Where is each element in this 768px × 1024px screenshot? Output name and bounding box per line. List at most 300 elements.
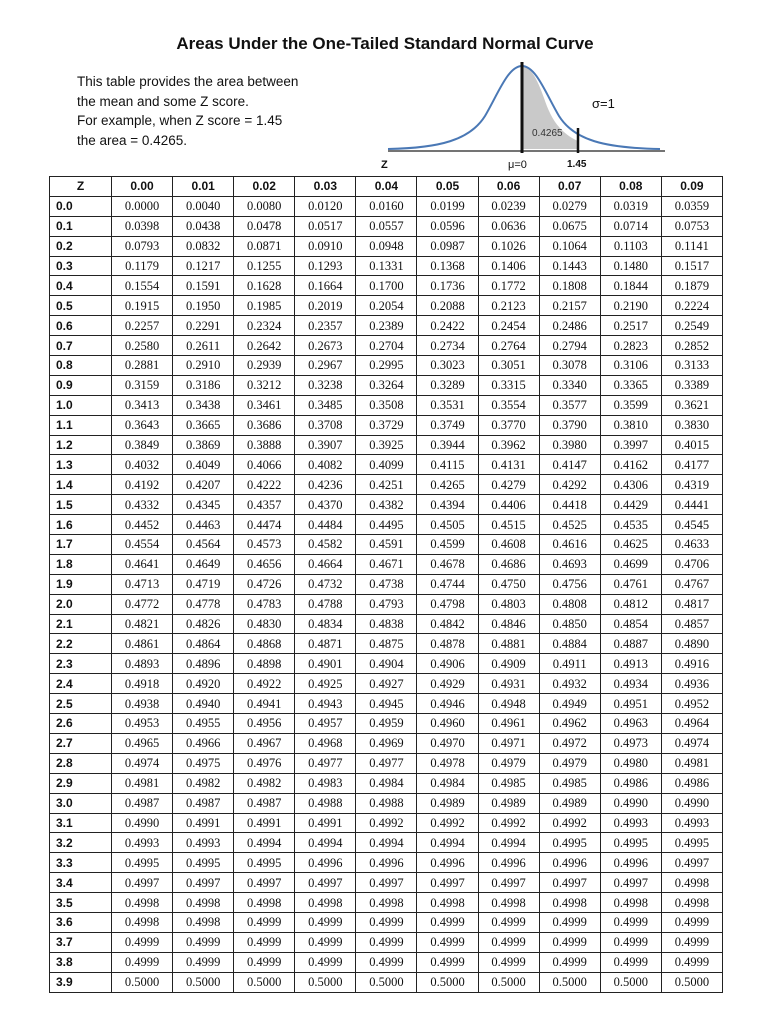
area-cell: 0.0596: [417, 216, 478, 236]
area-cell: 0.1026: [478, 236, 539, 256]
z-value-cell: 3.2: [50, 833, 112, 853]
z-value-cell: 0.4: [50, 276, 112, 296]
area-cell: 0.0832: [173, 236, 234, 256]
table-row: [50, 455, 723, 475]
area-cell: 0.4656: [234, 554, 295, 574]
area-cell: 0.4979: [478, 753, 539, 773]
area-cell: 0.3413: [112, 395, 173, 415]
area-cell: 0.2422: [417, 316, 478, 336]
area-cell: 0.2454: [478, 316, 539, 336]
area-cell: 0.4916: [661, 654, 722, 674]
area-cell: 0.2157: [539, 296, 600, 316]
area-cell: 0.4940: [173, 694, 234, 714]
area-cell: 0.4370: [295, 495, 356, 515]
area-cell: 0.3051: [478, 356, 539, 376]
area-cell: 0.4999: [356, 952, 417, 972]
area-cell: 0.0279: [539, 196, 600, 216]
area-cell: 0.2357: [295, 316, 356, 336]
column-header: 0.02: [234, 177, 295, 197]
column-header: 0.01: [173, 177, 234, 197]
table-row: [50, 216, 723, 236]
area-cell: 0.4999: [417, 952, 478, 972]
area-cell: 0.4981: [112, 773, 173, 793]
table-row: [50, 813, 723, 833]
area-cell: 0.4911: [539, 654, 600, 674]
area-cell: 0.4761: [600, 574, 661, 594]
area-cell: 0.4998: [661, 893, 722, 913]
z-value-cell: 3.7: [50, 932, 112, 952]
area-cell: 0.4998: [356, 893, 417, 913]
area-cell: 0.4993: [600, 813, 661, 833]
area-cell: 0.2389: [356, 316, 417, 336]
area-cell: 0.4994: [356, 833, 417, 853]
area-cell: 0.1950: [173, 296, 234, 316]
area-cell: 0.4726: [234, 574, 295, 594]
area-cell: 0.4992: [539, 813, 600, 833]
z-table: [49, 176, 723, 993]
area-cell: 0.4952: [661, 694, 722, 714]
column-header: 0.06: [478, 177, 539, 197]
z-value-cell: 1.0: [50, 395, 112, 415]
area-cell: 0.4394: [417, 495, 478, 515]
area-cell: 0.1368: [417, 256, 478, 276]
area-cell: 0.4999: [234, 912, 295, 932]
area-cell: 0.4192: [112, 475, 173, 495]
area-cell: 0.4838: [356, 614, 417, 634]
area-cell: 0.4995: [173, 853, 234, 873]
area-cell: 0.4357: [234, 495, 295, 515]
table-row: [50, 873, 723, 893]
column-header: 0.07: [539, 177, 600, 197]
area-cell: 0.4131: [478, 455, 539, 475]
z-value-cell: 3.4: [50, 873, 112, 893]
area-cell: 0.4955: [173, 714, 234, 734]
area-cell: 0.4980: [600, 753, 661, 773]
area-cell: 0.3289: [417, 375, 478, 395]
area-cell: 0.2823: [600, 336, 661, 356]
area-cell: 0.3531: [417, 395, 478, 415]
area-cell: 0.4987: [112, 793, 173, 813]
area-cell: 0.3508: [356, 395, 417, 415]
area-cell: 0.1628: [234, 276, 295, 296]
area-cell: 0.0000: [112, 196, 173, 216]
area-cell: 0.3729: [356, 415, 417, 435]
area-cell: 0.4999: [600, 952, 661, 972]
area-cell: 0.4999: [661, 932, 722, 952]
table-row: [50, 753, 723, 773]
z-value-cell: 0.6: [50, 316, 112, 336]
area-cell: 0.3212: [234, 375, 295, 395]
z-value-cell: 3.9: [50, 972, 112, 992]
area-cell: 0.2764: [478, 336, 539, 356]
table-row: [50, 893, 723, 913]
table-row: [50, 833, 723, 853]
area-cell: 0.4850: [539, 614, 600, 634]
area-cell: 0.4686: [478, 554, 539, 574]
area-cell: 0.4904: [356, 654, 417, 674]
area-cell: 0.4920: [173, 674, 234, 694]
z-value-cell: 1.8: [50, 554, 112, 574]
area-cell: 0.4993: [661, 813, 722, 833]
area-cell: 0.4949: [539, 694, 600, 714]
area-cell: 0.4997: [234, 873, 295, 893]
area-cell: 0.4998: [234, 893, 295, 913]
area-cell: 0.4973: [600, 733, 661, 753]
area-cell: 0.4981: [661, 753, 722, 773]
area-cell: 0.1844: [600, 276, 661, 296]
area-cell: 0.2123: [478, 296, 539, 316]
area-cell: 0.1985: [234, 296, 295, 316]
area-cell: 0.1736: [417, 276, 478, 296]
area-cell: 0.0438: [173, 216, 234, 236]
area-cell: 0.3944: [417, 435, 478, 455]
area-cell: 0.4997: [173, 873, 234, 893]
area-cell: 0.4826: [173, 614, 234, 634]
area-cell: 0.4793: [356, 594, 417, 614]
area-cell: 0.2881: [112, 356, 173, 376]
area-cell: 0.4961: [478, 714, 539, 734]
area-cell: 0.4994: [234, 833, 295, 853]
table-row: [50, 674, 723, 694]
area-cell: 0.3554: [478, 395, 539, 415]
area-cell: 0.4999: [539, 912, 600, 932]
area-cell: 0.4997: [478, 873, 539, 893]
area-cell: 0.3186: [173, 375, 234, 395]
area-cell: 0.4545: [661, 515, 722, 535]
area-cell: 0.4977: [295, 753, 356, 773]
z-value-cell: 2.7: [50, 733, 112, 753]
z-value-cell: 2.9: [50, 773, 112, 793]
area-cell: 0.1772: [478, 276, 539, 296]
area-cell: 0.4857: [661, 614, 722, 634]
z-value-cell: 1.1: [50, 415, 112, 435]
area-cell: 0.3907: [295, 435, 356, 455]
area-cell: 0.1179: [112, 256, 173, 276]
area-cell: 0.2611: [173, 336, 234, 356]
area-cell: 0.4251: [356, 475, 417, 495]
area-cell: 0.4941: [234, 694, 295, 714]
area-cell: 0.4918: [112, 674, 173, 694]
z-value-cell: 1.6: [50, 515, 112, 535]
area-cell: 0.4996: [539, 853, 600, 873]
area-cell: 0.2794: [539, 336, 600, 356]
column-header: 0.04: [356, 177, 417, 197]
area-cell: 0.2673: [295, 336, 356, 356]
area-cell: 0.5000: [600, 972, 661, 992]
area-cell: 0.4965: [112, 733, 173, 753]
area-cell: 0.0040: [173, 196, 234, 216]
area-cell: 0.3770: [478, 415, 539, 435]
area-cell: 0.4319: [661, 475, 722, 495]
table-row: [50, 395, 723, 415]
area-cell: 0.4893: [112, 654, 173, 674]
area-cell: 0.4616: [539, 535, 600, 555]
area-cell: 0.1443: [539, 256, 600, 276]
area-cell: 0.4991: [173, 813, 234, 833]
area-cell: 0.2324: [234, 316, 295, 336]
area-cell: 0.4945: [356, 694, 417, 714]
z-value-cell: 0.1: [50, 216, 112, 236]
area-cell: 0.4998: [417, 893, 478, 913]
area-cell: 0.4997: [600, 873, 661, 893]
area-cell: 0.2257: [112, 316, 173, 336]
area-cell: 0.4821: [112, 614, 173, 634]
area-cell: 0.4999: [539, 932, 600, 952]
area-cell: 0.4993: [112, 833, 173, 853]
area-cell: 0.4991: [295, 813, 356, 833]
area-cell: 0.4948: [478, 694, 539, 714]
area-cell: 0.4971: [478, 733, 539, 753]
area-cell: 0.1480: [600, 256, 661, 276]
table-row: [50, 276, 723, 296]
area-cell: 0.4452: [112, 515, 173, 535]
area-cell: 0.4994: [478, 833, 539, 853]
area-cell: 0.3708: [295, 415, 356, 435]
area-cell: 0.4959: [356, 714, 417, 734]
area-cell: 0.2967: [295, 356, 356, 376]
area-cell: 0.4985: [539, 773, 600, 793]
area-cell: 0.4788: [295, 594, 356, 614]
area-cell: 0.4999: [234, 952, 295, 972]
table-row: [50, 594, 723, 614]
area-cell: 0.4909: [478, 654, 539, 674]
area-cell: 0.1700: [356, 276, 417, 296]
area-label: 0.4265: [532, 128, 563, 139]
area-cell: 0.4783: [234, 594, 295, 614]
area-cell: 0.4441: [661, 495, 722, 515]
area-cell: 0.2190: [600, 296, 661, 316]
page-title: Areas Under the One-Tailed Standard Normal Curve: [176, 34, 594, 53]
area-cell: 0.4744: [417, 574, 478, 594]
area-cell: 0.4990: [112, 813, 173, 833]
area-cell: 0.0080: [234, 196, 295, 216]
area-cell: 0.4999: [112, 932, 173, 952]
area-cell: 0.4925: [295, 674, 356, 694]
area-cell: 0.4997: [295, 873, 356, 893]
area-cell: 0.4515: [478, 515, 539, 535]
area-cell: 0.3577: [539, 395, 600, 415]
area-cell: 0.4671: [356, 554, 417, 574]
area-cell: 0.4999: [417, 912, 478, 932]
area-cell: 0.4996: [417, 853, 478, 873]
z-value-cell: 1.5: [50, 495, 112, 515]
area-cell: 0.0793: [112, 236, 173, 256]
area-cell: 0.0987: [417, 236, 478, 256]
area-cell: 0.0675: [539, 216, 600, 236]
area-cell: 0.4693: [539, 554, 600, 574]
area-cell: 0.4750: [478, 574, 539, 594]
area-cell: 0.3665: [173, 415, 234, 435]
area-cell: 0.4927: [356, 674, 417, 694]
area-cell: 0.3106: [600, 356, 661, 376]
table-row: [50, 972, 723, 992]
area-cell: 0.4990: [600, 793, 661, 813]
area-cell: 0.0714: [600, 216, 661, 236]
area-cell: 0.4999: [356, 932, 417, 952]
area-cell: 0.4812: [600, 594, 661, 614]
area-cell: 0.5000: [356, 972, 417, 992]
area-cell: 0.1103: [600, 236, 661, 256]
area-cell: 0.4984: [417, 773, 478, 793]
table-row: [50, 912, 723, 932]
table-row: [50, 515, 723, 535]
area-cell: 0.4995: [661, 833, 722, 853]
area-cell: 0.3790: [539, 415, 600, 435]
area-cell: 0.4997: [661, 853, 722, 873]
normal-curve-diagram: [370, 56, 670, 172]
z-value-cell: 3.3: [50, 853, 112, 873]
area-cell: 0.4484: [295, 515, 356, 535]
area-cell: 0.4236: [295, 475, 356, 495]
area-cell: 0.4525: [539, 515, 600, 535]
area-cell: 0.1064: [539, 236, 600, 256]
area-cell: 0.4599: [417, 535, 478, 555]
area-cell: 0.4966: [173, 733, 234, 753]
table-row: [50, 316, 723, 336]
area-cell: 0.4987: [234, 793, 295, 813]
area-cell: 0.4998: [112, 912, 173, 932]
area-cell: 0.4978: [417, 753, 478, 773]
intro-line: For example, when Z score = 1.45: [77, 113, 283, 128]
z-value-cell: 2.0: [50, 594, 112, 614]
table-row: [50, 853, 723, 873]
area-cell: 0.4999: [295, 952, 356, 972]
table-row: [50, 535, 723, 555]
area-cell: 0.3485: [295, 395, 356, 415]
area-cell: 0.4982: [234, 773, 295, 793]
area-cell: 0.4998: [600, 893, 661, 913]
area-cell: 0.4995: [539, 833, 600, 853]
mu-label: μ=0: [508, 159, 527, 171]
area-cell: 0.4976: [234, 753, 295, 773]
area-cell: 0.4992: [417, 813, 478, 833]
area-cell: 0.4625: [600, 535, 661, 555]
area-cell: 0.0910: [295, 236, 356, 256]
area-cell: 0.3686: [234, 415, 295, 435]
table-row: [50, 256, 723, 276]
area-cell: 0.3997: [600, 435, 661, 455]
area-cell: 0.4999: [417, 932, 478, 952]
z-value-cell: 1.9: [50, 574, 112, 594]
table-row: [50, 435, 723, 455]
table-row: [50, 375, 723, 395]
z-value-cell: 0.8: [50, 356, 112, 376]
area-cell: 0.4999: [600, 912, 661, 932]
area-cell: 0.4988: [295, 793, 356, 813]
area-cell: 0.4985: [478, 773, 539, 793]
area-cell: 0.4999: [478, 932, 539, 952]
area-cell: 0.4957: [295, 714, 356, 734]
area-cell: 0.2580: [112, 336, 173, 356]
area-cell: 0.4999: [356, 912, 417, 932]
area-cell: 0.3340: [539, 375, 600, 395]
area-cell: 0.5000: [173, 972, 234, 992]
area-cell: 0.4778: [173, 594, 234, 614]
area-cell: 0.4999: [478, 952, 539, 972]
area-cell: 0.3264: [356, 375, 417, 395]
area-cell: 0.4901: [295, 654, 356, 674]
area-cell: 0.4756: [539, 574, 600, 594]
area-cell: 0.4977: [356, 753, 417, 773]
area-cell: 0.1141: [661, 236, 722, 256]
table-row: [50, 773, 723, 793]
area-cell: 0.4890: [661, 634, 722, 654]
area-cell: 0.4706: [661, 554, 722, 574]
area-cell: 0.4992: [478, 813, 539, 833]
area-cell: 0.4998: [173, 893, 234, 913]
area-cell: 0.4963: [600, 714, 661, 734]
area-cell: 0.4989: [417, 793, 478, 813]
area-cell: 0.1331: [356, 256, 417, 276]
table-row: [50, 475, 723, 495]
area-cell: 0.4878: [417, 634, 478, 654]
table-row: [50, 296, 723, 316]
area-cell: 0.4969: [356, 733, 417, 753]
area-cell: 0.4990: [661, 793, 722, 813]
area-cell: 0.0398: [112, 216, 173, 236]
z-value-cell: 1.7: [50, 535, 112, 555]
z-value-cell: 2.2: [50, 634, 112, 654]
area-cell: 0.2852: [661, 336, 722, 356]
area-cell: 0.4884: [539, 634, 600, 654]
area-cell: 0.4983: [295, 773, 356, 793]
area-cell: 0.4999: [661, 952, 722, 972]
area-cell: 0.0871: [234, 236, 295, 256]
area-cell: 0.4964: [661, 714, 722, 734]
area-cell: 0.3133: [661, 356, 722, 376]
area-cell: 0.3980: [539, 435, 600, 455]
area-cell: 0.4418: [539, 495, 600, 515]
area-cell: 0.0948: [356, 236, 417, 256]
area-cell: 0.4999: [112, 952, 173, 972]
area-cell: 0.4997: [112, 873, 173, 893]
area-cell: 0.4998: [478, 893, 539, 913]
area-cell: 0.4279: [478, 475, 539, 495]
area-cell: 0.1591: [173, 276, 234, 296]
column-header: 0.03: [295, 177, 356, 197]
area-cell: 0.4099: [356, 455, 417, 475]
area-cell: 0.4999: [661, 912, 722, 932]
table-row: [50, 733, 723, 753]
area-cell: 0.5000: [539, 972, 600, 992]
area-cell: 0.4732: [295, 574, 356, 594]
area-cell: 0.4177: [661, 455, 722, 475]
intro-text: [77, 72, 337, 150]
area-cell: 0.4554: [112, 535, 173, 555]
area-cell: 0.4995: [112, 853, 173, 873]
area-cell: 0.4207: [173, 475, 234, 495]
area-cell: 0.4996: [295, 853, 356, 873]
area-cell: 0.4406: [478, 495, 539, 515]
area-cell: 0.0359: [661, 196, 722, 216]
table-row: [50, 932, 723, 952]
area-cell: 0.4987: [173, 793, 234, 813]
area-cell: 0.1664: [295, 276, 356, 296]
z-value-cell: 1.4: [50, 475, 112, 495]
z-value-cell: 0.2: [50, 236, 112, 256]
area-cell: 0.4997: [417, 873, 478, 893]
area-cell: 0.2734: [417, 336, 478, 356]
area-cell: 0.4998: [173, 912, 234, 932]
area-cell: 0.3461: [234, 395, 295, 415]
sigma-label: σ=1: [592, 96, 615, 111]
area-cell: 0.4049: [173, 455, 234, 475]
area-cell: 0.2910: [173, 356, 234, 376]
area-cell: 0.2995: [356, 356, 417, 376]
area-cell: 0.1517: [661, 256, 722, 276]
area-cell: 0.1808: [539, 276, 600, 296]
z-value-cell: 0.0: [50, 196, 112, 216]
